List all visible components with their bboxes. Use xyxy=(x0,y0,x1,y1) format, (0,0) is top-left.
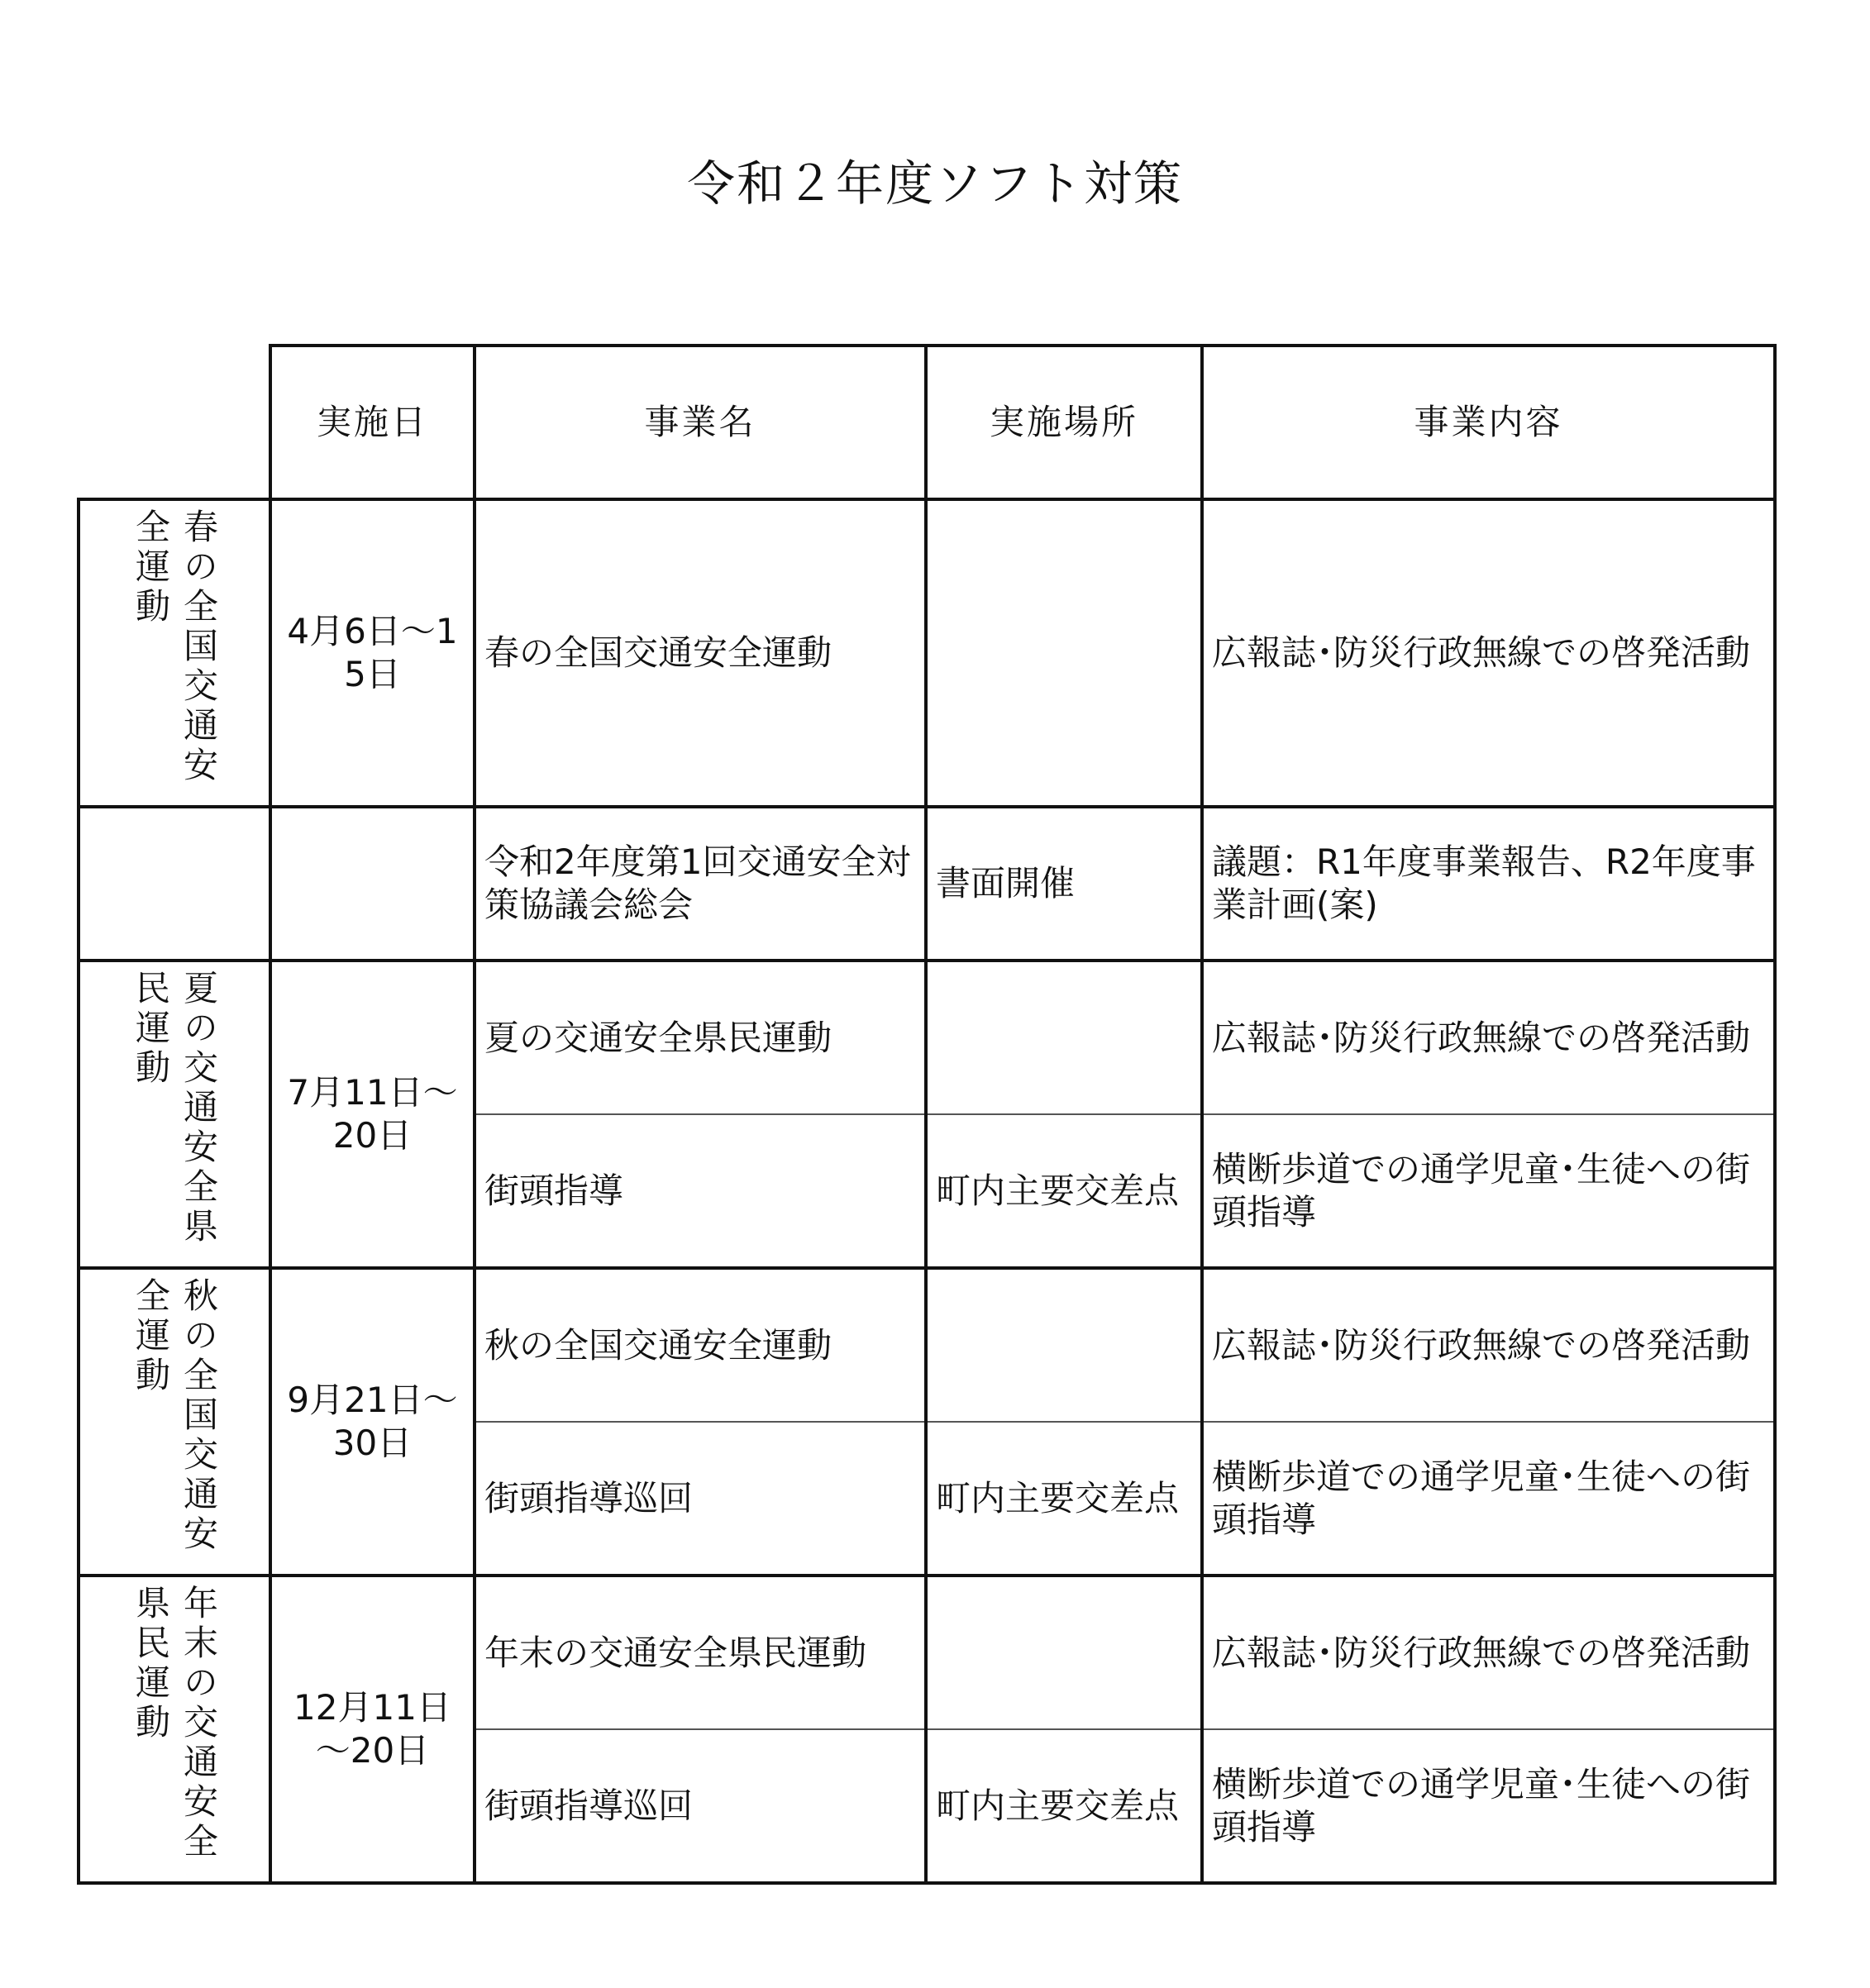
content-cell: 広報誌･防災行政無線での啓発活動 xyxy=(1202,1268,1775,1422)
place-cell xyxy=(926,499,1202,807)
table-row xyxy=(79,1576,1775,1729)
campaign-label: 夏の交通安全県民運動 xyxy=(131,970,219,1247)
campaign-label: 春の全国交通安全運動 xyxy=(131,508,219,786)
header-date: 実施日 xyxy=(270,346,475,499)
event-name-cell: 街頭指導 xyxy=(475,1114,926,1268)
date-cell: 12月11日～20日 xyxy=(270,1576,475,1883)
content-cell: 横断歩道での通学児童･生徒への街頭指導 xyxy=(1202,1422,1775,1576)
event-name-cell: 夏の交通安全県民運動 xyxy=(475,961,926,1114)
place-cell xyxy=(926,1576,1202,1729)
content-cell: 横断歩道での通学児童･生徒への街頭指導 xyxy=(1202,1114,1775,1268)
place-cell: 書面開催 xyxy=(926,807,1202,961)
date-cell: 4月6日～15日 xyxy=(270,499,475,807)
table-row xyxy=(79,499,1775,807)
event-name-cell: 街頭指導巡回 xyxy=(475,1729,926,1883)
campaign-label-cell xyxy=(79,807,270,961)
campaign-label-cell xyxy=(79,499,270,807)
event-name-cell: 秋の全国交通安全運動 xyxy=(475,1268,926,1422)
header-content: 事業内容 xyxy=(1202,346,1775,499)
header-place: 実施場所 xyxy=(926,346,1202,499)
content-cell: 議題：R1年度事業報告、R2年度事業計画(案) xyxy=(1202,807,1775,961)
schedule-table xyxy=(77,344,1777,1885)
content-cell: 広報誌･防災行政無線での啓発活動 xyxy=(1202,499,1775,807)
date-cell: 9月21日～30日 xyxy=(270,1268,475,1576)
table-row xyxy=(79,807,1775,961)
campaign-label: 秋の全国交通安全運動 xyxy=(131,1277,219,1555)
content-cell: 広報誌･防災行政無線での啓発活動 xyxy=(1202,1576,1775,1729)
place-cell: 町内主要交差点 xyxy=(926,1729,1202,1883)
place-cell xyxy=(926,961,1202,1114)
content-cell: 広報誌･防災行政無線での啓発活動 xyxy=(1202,961,1775,1114)
place-cell: 町内主要交差点 xyxy=(926,1422,1202,1576)
place-cell xyxy=(926,1268,1202,1422)
page-title: 令和２年度ソフト対策 xyxy=(686,155,1183,212)
campaign-label-cell xyxy=(79,961,270,1268)
event-name-cell: 令和2年度第1回交通安全対策協議会総会 xyxy=(475,807,926,961)
campaign-label-cell xyxy=(79,1576,270,1883)
content-cell: 横断歩道での通学児童･生徒への街頭指導 xyxy=(1202,1729,1775,1883)
header-corner xyxy=(79,346,270,499)
header-name: 事業名 xyxy=(475,346,926,499)
date-cell xyxy=(270,807,475,961)
date-cell: 7月11日～20日 xyxy=(270,961,475,1268)
header-row xyxy=(79,346,1775,499)
campaign-label: 年末の交通安全県民運動 xyxy=(131,1585,219,1862)
table-row xyxy=(79,1268,1775,1422)
event-name-cell: 年末の交通安全県民運動 xyxy=(475,1576,926,1729)
place-cell: 町内主要交差点 xyxy=(926,1114,1202,1268)
event-name-cell: 春の全国交通安全運動 xyxy=(475,499,926,807)
campaign-label-cell xyxy=(79,1268,270,1576)
event-name-cell: 街頭指導巡回 xyxy=(475,1422,926,1576)
table-row xyxy=(79,961,1775,1114)
